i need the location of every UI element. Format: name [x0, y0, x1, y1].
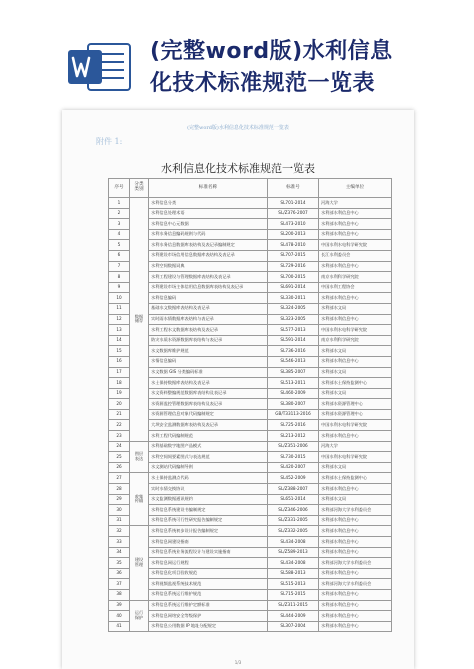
editor-unit: 水利部水利信息中心 [319, 484, 392, 495]
row-number: 26 [109, 462, 130, 473]
standard-name: 基础水文数据库表结构及表记录 [149, 303, 268, 314]
standard-name: 水文资料整编规范数据库表结构及表记录 [149, 388, 268, 399]
editor-unit: 水利部水利信息中心 [319, 526, 392, 537]
editor-unit: 水利部水利信息中心 [319, 611, 392, 622]
standard-code: SL/Z589-2013 [268, 547, 319, 558]
table-row [109, 272, 392, 283]
attachment-label: 附件 1: [96, 137, 123, 146]
table-row [109, 462, 392, 473]
standard-name: 水利信息系统运行维护规范 [149, 589, 268, 600]
editor-unit: 水利部水文局 [319, 462, 392, 473]
standard-code: SL385-2007 [268, 367, 319, 378]
row-number: 27 [109, 473, 130, 484]
standard-code: SL729-2016 [268, 261, 319, 272]
banner-title-line-2: 化技术标准规范一览表 [150, 71, 376, 96]
editor-unit: 水利部水土保持监测中心 [319, 473, 392, 484]
header-standard-name: 标准名称 [149, 179, 268, 198]
category-cell: 图层 表达 [130, 441, 149, 473]
table-row [109, 621, 392, 632]
table-row [109, 589, 392, 600]
standard-code: SL736-2016 [268, 346, 319, 357]
standard-name: 水利建设市场信用信息数据库表结构及表记录 [149, 250, 268, 261]
standard-name: 水利信息系统业务流程设计与建设实施指南 [149, 547, 268, 558]
standard-code: SL473-2010 [268, 219, 319, 230]
row-number: 28 [109, 484, 130, 495]
standard-code: SL/Z346-2006 [268, 505, 319, 516]
standard-code: SL444-2009 [268, 611, 319, 622]
standard-name: 水利工程水文数据库表结构及表记录 [149, 325, 268, 336]
table-row [109, 388, 392, 399]
editor-unit: 水利部水利信息中心 [319, 537, 392, 548]
standard-code: SL452-2009 [268, 473, 319, 484]
table-row [109, 261, 392, 272]
editor-unit: 水利部水资源管理中心 [319, 399, 392, 410]
editor-unit: 水利部水利信息中心 [319, 431, 392, 442]
row-number: 33 [109, 537, 130, 548]
table-row [109, 399, 392, 410]
standard-code: SL513-2011 [268, 378, 319, 389]
row-number: 30 [109, 505, 130, 516]
document-page [62, 110, 414, 669]
document-banner [0, 0, 474, 112]
row-number: 25 [109, 452, 130, 463]
standard-code: SL/Z388-2007 [268, 484, 319, 495]
table-row [109, 579, 392, 590]
editor-unit: 水利部水文局 [319, 388, 392, 399]
row-number: 7 [109, 261, 130, 272]
standard-code: SL707-2015 [268, 250, 319, 261]
header-editor-unit: 主编单位 [319, 179, 392, 198]
row-number: 41 [109, 621, 130, 632]
standard-code: SL588-2013 [268, 568, 319, 579]
header-number: 序号 [109, 179, 130, 198]
table-row [109, 431, 392, 442]
table-row [109, 229, 392, 240]
table-row [109, 198, 392, 209]
table-row [109, 505, 392, 516]
row-number: 3 [109, 219, 130, 230]
editor-unit: 南京水利科学研究院 [319, 335, 392, 346]
editor-unit: 水利部水利信息中心 [319, 600, 392, 611]
standard-name: 防灾水质水资源数据库表结构与表记录 [149, 335, 268, 346]
editor-unit: 水利部水利信息中心 [319, 261, 392, 272]
standard-name: 水土保持监测点代码 [149, 473, 268, 484]
standard-code: SL/Z376-2007 [268, 208, 319, 219]
category-cell: 数据 储存 [130, 198, 149, 442]
header-category: 分类 类别 [130, 179, 149, 198]
row-number: 16 [109, 356, 130, 367]
standard-name: 水土保持数据库表结构及表记录 [149, 378, 268, 389]
standard-code: SL/Z331-2005 [268, 515, 319, 526]
editor-unit: 水利部水资源管理中心 [319, 409, 392, 420]
standard-code: SL691-2014 [268, 282, 319, 293]
row-number: 35 [109, 558, 130, 569]
editor-unit: 河海大学 [319, 198, 392, 209]
editor-unit: 中国水利水电科学研究院 [319, 240, 392, 251]
editor-unit: 水利部水利信息中心 [319, 229, 392, 240]
standard-code: SL577-2013 [268, 325, 319, 336]
standard-code: SL434-2008 [268, 558, 319, 569]
standard-code: SL651-2014 [268, 494, 319, 505]
editor-unit: 中国水利水电科学研究院 [319, 452, 392, 463]
editor-unit: 中国水利工程协会 [319, 282, 392, 293]
standard-name: 水利信息化项目验收规范 [149, 568, 268, 579]
editor-unit: 水利部水利信息中心 [319, 293, 392, 304]
standard-name: 大坝安全监测数据库表结构及表记录 [149, 420, 268, 431]
standard-name: 实时水情交换协议 [149, 484, 268, 495]
table-row [109, 303, 392, 314]
standard-code: SL324-2005 [268, 303, 319, 314]
editor-unit: 水利部水文局 [319, 494, 392, 505]
table-row [109, 219, 392, 230]
standard-code: SL730-2015 [268, 452, 319, 463]
editor-unit: 水利部水利信息中心 [319, 621, 392, 632]
standard-name: 水利水务信息数据库表结构及表记录编制规定 [149, 240, 268, 251]
standard-code: SL/Z351-2006 [268, 441, 319, 452]
standard-code: SL213-2012 [268, 431, 319, 442]
banner-title-line-1: (完整word版)水利信息 [150, 39, 393, 64]
standard-code: SL700-2015 [268, 272, 319, 283]
word-document-icon [64, 38, 136, 94]
table-row [109, 547, 392, 558]
table-row [109, 208, 392, 219]
standard-name: 水利信息中心元数据 [149, 219, 268, 230]
row-number: 18 [109, 378, 130, 389]
standard-name: 水资源管理信息对象代码编制规定 [149, 409, 268, 420]
standard-name: 水文数据 GIS 分类编码标准 [149, 367, 268, 378]
editor-unit: 水利部水文局 [319, 346, 392, 357]
table-row [109, 250, 392, 261]
editor-unit: 水利部水文局 [319, 367, 392, 378]
standard-name: 水利信息公用数据 IP 地址分配规定 [149, 621, 268, 632]
table-row [109, 611, 392, 622]
table-row [109, 325, 392, 336]
row-number: 14 [109, 335, 130, 346]
editor-unit: 水利部河海大学水利委员会 [319, 505, 392, 516]
table-row [109, 494, 392, 505]
standard-name: 水文数据库维护规范 [149, 346, 268, 357]
table-row [109, 420, 392, 431]
row-number: 37 [109, 579, 130, 590]
standard-code: SL434-2008 [268, 537, 319, 548]
editor-unit: 水利部水利信息中心 [319, 356, 392, 367]
category-cell: 运行 保护 [130, 600, 149, 632]
standard-code: SL200-2013 [268, 229, 319, 240]
standard-name: 水利水务信息编码规则与代码 [149, 229, 268, 240]
row-number: 38 [109, 589, 130, 600]
standard-code: GB/T33113-2016 [268, 409, 319, 420]
standard-name: 水利空间数据词典 [149, 261, 268, 272]
standard-code: SL515-2013 [268, 579, 319, 590]
standard-code: SL701-2014 [268, 198, 319, 209]
standard-name: 水利工程代码编制规范 [149, 431, 268, 442]
row-number: 6 [109, 250, 130, 261]
standard-name: 水利信息编码 [149, 293, 268, 304]
row-number: 4 [109, 229, 130, 240]
standard-code: SL725-2016 [268, 420, 319, 431]
standard-name: 水文监测数据通讯规约 [149, 494, 268, 505]
row-number: 10 [109, 293, 130, 304]
standard-code: SL/Z311-2015 [268, 600, 319, 611]
standard-code: SL330-2011 [268, 293, 319, 304]
editor-unit: 水利部水利信息中心 [319, 208, 392, 219]
editor-unit: 河海大学 [319, 441, 392, 452]
table-row [109, 240, 392, 251]
standard-name: 水利信息网络安全等级保护 [149, 611, 268, 622]
table-row [109, 293, 392, 304]
row-number: 12 [109, 314, 130, 325]
row-number: 31 [109, 515, 130, 526]
table-header-row [109, 179, 392, 198]
table-row [109, 346, 392, 357]
table-row [109, 314, 392, 325]
editor-unit: 水利部水土保持监测中心 [319, 378, 392, 389]
standard-code: SL307-2004 [268, 621, 319, 632]
row-number: 19 [109, 388, 130, 399]
standard-name: 水利基础数字地图产品模式 [149, 441, 268, 452]
row-number: 8 [109, 272, 130, 283]
table-row [109, 335, 392, 346]
table-row [109, 473, 392, 484]
table-row [109, 558, 392, 569]
standard-code: SL591-2014 [268, 335, 319, 346]
table-row [109, 378, 392, 389]
row-number: 32 [109, 526, 130, 537]
table-row [109, 484, 392, 495]
row-number: 15 [109, 346, 130, 357]
editor-unit: 水利部水利信息中心 [319, 219, 392, 230]
standard-code: SL420-2007 [268, 462, 319, 473]
row-number: 40 [109, 611, 130, 622]
category-cell: 收集 传输 [130, 473, 149, 526]
table-row [109, 367, 392, 378]
editor-unit: 长江水利委员会 [319, 250, 392, 261]
row-number: 2 [109, 208, 130, 219]
standard-code: SL323-2005 [268, 314, 319, 325]
table-row [109, 526, 392, 537]
table-row [109, 515, 392, 526]
editor-unit: 水利部水利信息中心 [319, 314, 392, 325]
standard-name: 水利空间间要素图式与表达规范 [149, 452, 268, 463]
row-number: 20 [109, 399, 130, 410]
document-title: 水利信息化技术标准规范一览表 [161, 162, 315, 175]
row-number: 36 [109, 568, 130, 579]
header-standard-code: 标准号 [268, 179, 319, 198]
standard-name: 水利视频监视系统技术规范 [149, 579, 268, 590]
standard-name: 水资源监控管理数据库表结构及表记录 [149, 399, 268, 410]
table-row [109, 356, 392, 367]
table-row [109, 452, 392, 463]
row-number: 13 [109, 325, 130, 336]
standard-name: 水利建设市场主体信用信息数据库表结构及表记录 [149, 282, 268, 293]
table-row [109, 537, 392, 548]
editor-unit: 水利部河海大学水利委员会 [319, 558, 392, 569]
row-number: 24 [109, 441, 130, 452]
standard-code: SL546-2013 [268, 356, 319, 367]
standard-name: 水利信息系统建设书编制规定 [149, 505, 268, 516]
editor-unit: 水利部水文局 [319, 303, 392, 314]
editor-unit: 水利部水利信息中心 [319, 568, 392, 579]
table-body [109, 198, 392, 632]
row-number: 34 [109, 547, 130, 558]
standard-name: 水利信息系统初步设计报告编制规定 [149, 526, 268, 537]
standard-name: 水文测站代码编制导则 [149, 462, 268, 473]
standard-name: 水利信息网运行规程 [149, 558, 268, 569]
table-row [109, 282, 392, 293]
row-number: 5 [109, 240, 130, 251]
banner-title [150, 36, 450, 100]
editor-unit: 水利部水利信息中心 [319, 589, 392, 600]
row-number: 39 [109, 600, 130, 611]
table-row [109, 568, 392, 579]
editor-unit: 水利部河海大学水利委员会 [319, 579, 392, 590]
editor-unit: 水利部水利信息中心 [319, 547, 392, 558]
table-row [109, 409, 392, 420]
editor-unit: 中国水利水电科学研究院 [319, 420, 392, 431]
standard-code: SL380-2007 [268, 399, 319, 410]
table-row [109, 600, 392, 611]
editor-unit: 中国水利水电科学研究院 [319, 325, 392, 336]
standard-name: 水利信息系统运行维护定额标准 [149, 600, 268, 611]
table-row [109, 441, 392, 452]
standard-name: 水利信息系统可行性研究报告编制规定 [149, 515, 268, 526]
row-number: 9 [109, 282, 130, 293]
standards-table [108, 178, 392, 632]
row-number: 17 [109, 367, 130, 378]
standard-name: 水利工程建设与管理数据库表结构及表记录 [149, 272, 268, 283]
category-cell: 建设 管理 [130, 526, 149, 600]
standard-code: SL460-2009 [268, 388, 319, 399]
editor-unit: 南京水利科学研究院 [319, 272, 392, 283]
standard-code: SL478-2010 [268, 240, 319, 251]
standard-name: 实时雨水情数据库表结构与表记录 [149, 314, 268, 325]
page-number: 1/3 [234, 660, 242, 665]
standard-code: SL715-2015 [268, 589, 319, 600]
row-number: 22 [109, 420, 130, 431]
standard-code: SL/Z332-2005 [268, 526, 319, 537]
row-number: 11 [109, 303, 130, 314]
standard-name: 水利信息网建设指南 [149, 537, 268, 548]
standard-name: 水利信息处理术语 [149, 208, 268, 219]
row-number: 21 [109, 409, 130, 420]
page-header: (完整word版)水利信息化技术标准规范一览表 [187, 125, 289, 131]
standard-name: 水情信息编码 [149, 356, 268, 367]
row-number: 23 [109, 431, 130, 442]
row-number: 29 [109, 494, 130, 505]
row-number: 1 [109, 198, 130, 209]
standard-name: 水利信息分类 [149, 198, 268, 209]
editor-unit: 水利部水利信息中心 [319, 515, 392, 526]
